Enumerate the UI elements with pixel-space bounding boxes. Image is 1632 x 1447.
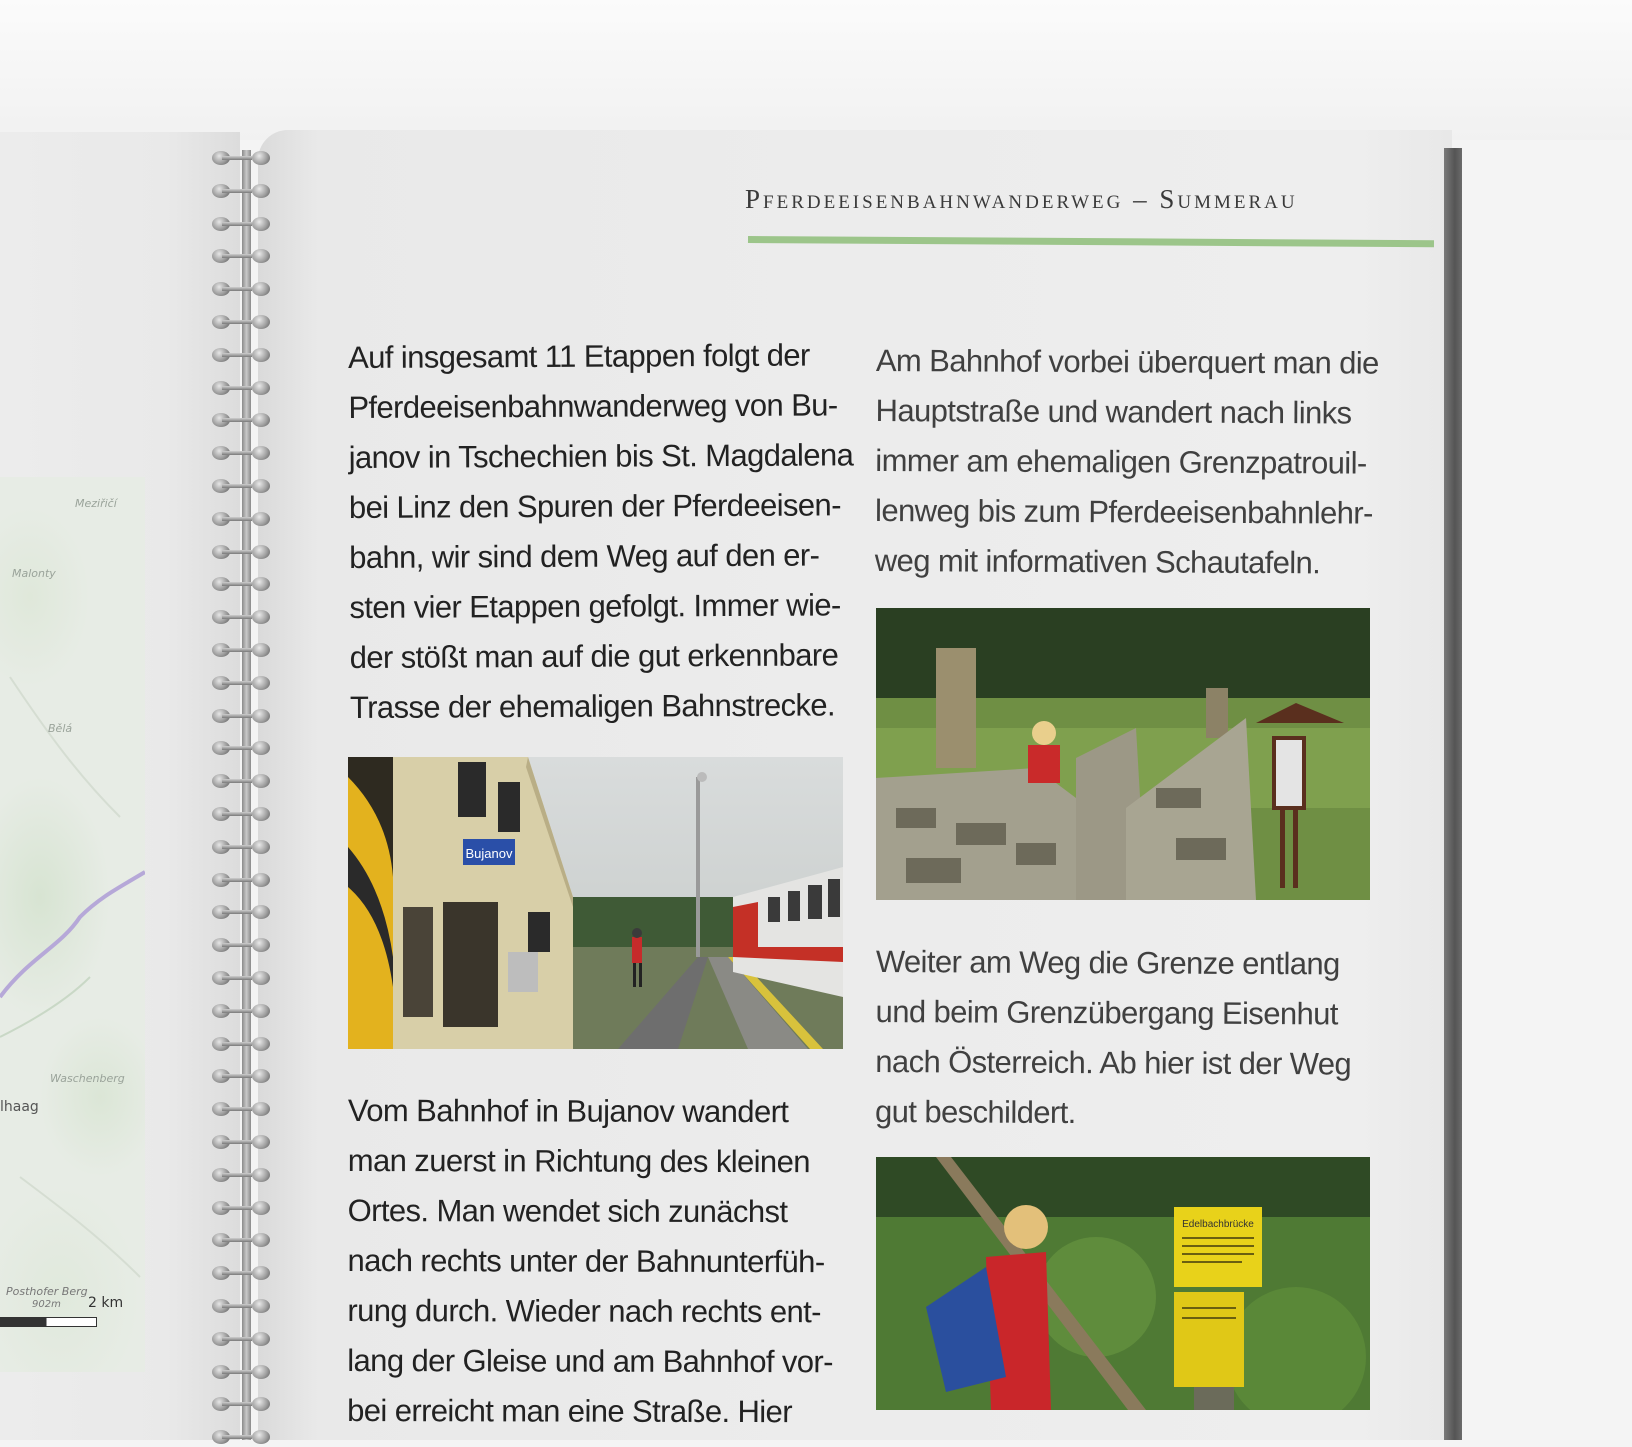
- coil-ring: [252, 1332, 270, 1346]
- spiral-coil: [206, 476, 282, 496]
- map-place-label: Bělá: [48, 722, 73, 735]
- coil-wire: [222, 1304, 252, 1308]
- spiral-coil: [206, 345, 282, 365]
- map-scale-label: 2 km: [88, 1295, 124, 1311]
- text-line: Vom Bahnhof in Bujanov wandert: [347, 1093, 789, 1130]
- coil-ring: [252, 545, 270, 559]
- spiral-coil: [206, 968, 282, 988]
- coil-wire: [222, 1337, 252, 1341]
- coil-wire: [222, 582, 252, 586]
- text-line: Ortes. Man wendet sich zunächst: [347, 1192, 788, 1230]
- coil-ring: [252, 1299, 270, 1313]
- coil-ring: [252, 577, 270, 591]
- coil-ring: [252, 1135, 270, 1149]
- coil-ring: [252, 905, 270, 919]
- left-page: [0, 132, 240, 1440]
- coil-ring: [252, 348, 270, 362]
- spiral-coil: [206, 607, 282, 627]
- coil-wire: [222, 648, 252, 652]
- coil-wire: [222, 254, 252, 258]
- spiral-coil: [206, 542, 282, 562]
- coil-wire: [222, 714, 252, 718]
- coil-wire: [222, 517, 252, 521]
- spiral-binding: [206, 148, 282, 1440]
- spiral-coil: [206, 1066, 282, 1086]
- coil-ring: [252, 1201, 270, 1215]
- spiral-coil: [206, 378, 282, 398]
- coil-wire: [222, 1238, 252, 1242]
- text-line: bei Linz den Spuren der Pferdeeisen-: [348, 487, 841, 525]
- spiral-coil: [206, 870, 282, 890]
- coil-wire: [222, 1107, 252, 1111]
- coil-ring: [252, 1069, 270, 1083]
- coil-wire: [222, 451, 252, 455]
- map-place-label: Meziřičí: [75, 497, 117, 510]
- map-place-label: lhaag: [0, 1099, 39, 1115]
- text-line: rung durch. Wieder nach rechts ent-: [347, 1292, 821, 1330]
- coil-ring: [252, 315, 270, 329]
- coil-wire: [222, 1173, 252, 1177]
- coil-wire: [222, 1042, 252, 1046]
- spiral-coil: [206, 279, 282, 299]
- spiral-coil: [206, 1198, 282, 1218]
- spiral-coil: [206, 902, 282, 922]
- text-line: Am Bahnhof vorbei überquert man die: [875, 342, 1379, 381]
- map-place-label: Malonty: [12, 567, 56, 580]
- text-line: Trasse der ehemaligen Bahnstrecke.: [349, 687, 836, 725]
- text-line: lenweg bis zum Pferdeeisenbahnlehr-: [874, 492, 1373, 531]
- photo-edelbachbruecke: [876, 1157, 1370, 1410]
- coil-ring: [252, 184, 270, 198]
- coil-ring: [252, 1004, 270, 1018]
- coil-ring: [252, 413, 270, 427]
- coil-ring: [252, 282, 270, 296]
- coil-ring: [252, 873, 270, 887]
- coil-ring: [252, 1430, 270, 1444]
- spiral-coil: [206, 1394, 282, 1414]
- background: [0, 0, 1632, 140]
- spiral-coil: [206, 1034, 282, 1054]
- running-head: Pferdeeisenbahnwanderweg – Summerau: [745, 184, 1298, 214]
- text-line: lang der Gleise und am Bahnhof vor-: [347, 1342, 833, 1380]
- coil-wire: [222, 320, 252, 324]
- coil-wire: [222, 976, 252, 980]
- spiral-coil: [206, 1427, 282, 1447]
- text-line: immer am ehemaligen Grenzpatrouil-: [875, 442, 1367, 481]
- coil-wire: [222, 1402, 252, 1406]
- spiral-coil: [206, 214, 282, 234]
- text-line: Auf insgesamt 11 Etappen folgt der: [348, 337, 810, 375]
- text-line: nach rechts unter der Bahnunterfüh-: [347, 1242, 825, 1280]
- spiral-coil: [206, 443, 282, 463]
- coil-ring: [252, 512, 270, 526]
- spiral-coil: [206, 837, 282, 857]
- spiral-coil: [206, 771, 282, 791]
- coil-ring: [252, 840, 270, 854]
- coil-wire: [222, 1206, 252, 1210]
- spiral-coil: [206, 246, 282, 266]
- coil-ring: [252, 676, 270, 690]
- spiral-coil: [206, 1099, 282, 1119]
- coil-ring: [252, 1233, 270, 1247]
- text-line: bahn, wir sind dem Weg auf den er-: [349, 537, 820, 575]
- text-line: sten vier Etappen gefolgt. Immer wie-: [349, 587, 841, 625]
- text-line: janov in Tschechien bis St. Magdalena: [348, 437, 854, 475]
- page-edge: [1444, 148, 1462, 1440]
- spiral-coil: [206, 1230, 282, 1250]
- photo-ruins: [876, 608, 1370, 900]
- spiral-coil: [206, 935, 282, 955]
- map-scale-bar: [0, 1317, 97, 1327]
- paragraph-lehrweg: [875, 336, 1379, 589]
- coil-ring: [252, 479, 270, 493]
- map-river: [0, 477, 145, 1372]
- coil-wire: [222, 812, 252, 816]
- coil-ring: [252, 938, 270, 952]
- coil-ring: [252, 741, 270, 755]
- spiral-coil: [206, 312, 282, 332]
- text-line: Hauptstraße und wandert nach links: [875, 392, 1352, 431]
- coil-wire: [222, 353, 252, 357]
- station-sign-text: Bujanov: [465, 846, 513, 861]
- coil-wire: [222, 484, 252, 488]
- text-line: und beim Grenzübergang Eisenhut: [875, 993, 1338, 1032]
- coil-ring: [252, 807, 270, 821]
- spiral-coil: [206, 410, 282, 430]
- coil-ring: [252, 1365, 270, 1379]
- map-image: [0, 477, 145, 1372]
- paragraph-grenze: [875, 937, 1352, 1139]
- spiral-coil: [206, 1296, 282, 1316]
- coil-wire: [222, 1271, 252, 1275]
- coil-wire: [222, 1009, 252, 1013]
- coil-ring: [252, 774, 270, 788]
- paragraph-bujanov: [347, 1086, 834, 1437]
- coil-ring: [252, 971, 270, 985]
- coil-wire: [222, 189, 252, 193]
- trail-sign-text: Edelbachbrücke: [1182, 1219, 1254, 1230]
- coil-wire: [222, 1370, 252, 1374]
- coil-wire: [222, 222, 252, 226]
- coil-wire: [222, 910, 252, 914]
- spiral-coil: [206, 1362, 282, 1382]
- coil-wire: [222, 1435, 252, 1439]
- spiral-coil: [206, 509, 282, 529]
- paragraph-intro: [348, 330, 855, 733]
- coil-ring: [252, 249, 270, 263]
- map-place-label: Posthofer Berg: [6, 1285, 88, 1298]
- coil-wire: [222, 386, 252, 390]
- coil-ring: [252, 709, 270, 723]
- spiral-coil: [206, 804, 282, 824]
- coil-ring: [252, 446, 270, 460]
- coil-wire: [222, 1074, 252, 1078]
- spiral-coil: [206, 1132, 282, 1152]
- spiral-coil: [206, 1165, 282, 1185]
- map-place-label: Waschenberg: [50, 1072, 125, 1085]
- spiral-coil: [206, 673, 282, 693]
- coil-ring: [252, 1102, 270, 1116]
- coil-ring: [252, 217, 270, 231]
- coil-wire: [222, 418, 252, 422]
- text-line: gut beschildert.: [874, 1093, 1076, 1131]
- text-line: der stößt man auf die gut erkennbare: [349, 637, 839, 675]
- text-line: nach Österreich. Ab hier ist der Weg: [875, 1043, 1352, 1082]
- coil-wire: [222, 681, 252, 685]
- spiral-coil: [206, 574, 282, 594]
- coil-ring: [252, 151, 270, 165]
- coil-wire: [222, 943, 252, 947]
- coil-wire: [222, 779, 252, 783]
- coil-ring: [252, 643, 270, 657]
- coil-ring: [252, 1397, 270, 1411]
- spiral-coil: [206, 181, 282, 201]
- coil-wire: [222, 746, 252, 750]
- text-line: man zuerst in Richtung des kleinen: [347, 1142, 810, 1180]
- spiral-coil: [206, 148, 282, 168]
- text-line: Pferdeeisenbahnwanderweg von Bu-: [348, 387, 838, 425]
- coil-ring: [252, 1037, 270, 1051]
- coil-ring: [252, 1266, 270, 1280]
- text-line: bei erreicht man eine Straße. Hier: [347, 1392, 793, 1430]
- spiral-coil: [206, 640, 282, 660]
- text-line: Weiter am Weg die Grenze entlang: [875, 943, 1340, 982]
- coil-wire: [222, 287, 252, 291]
- coil-ring: [252, 1168, 270, 1182]
- spiral-coil: [206, 1329, 282, 1349]
- coil-ring: [252, 381, 270, 395]
- map-place-label: 902m: [32, 1299, 61, 1310]
- coil-wire: [222, 878, 252, 882]
- spiral-coil: [206, 738, 282, 758]
- coil-wire: [222, 615, 252, 619]
- coil-ring: [252, 610, 270, 624]
- photo-bujanov-station: [348, 757, 843, 1049]
- coil-wire: [222, 156, 252, 160]
- spiral-coil: [206, 1263, 282, 1283]
- spiral-coil: [206, 706, 282, 726]
- spiral-coil: [206, 1001, 282, 1021]
- text-line: weg mit informativen Schautafeln.: [874, 542, 1321, 581]
- coil-wire: [222, 845, 252, 849]
- coil-wire: [222, 1140, 252, 1144]
- coil-wire: [222, 550, 252, 554]
